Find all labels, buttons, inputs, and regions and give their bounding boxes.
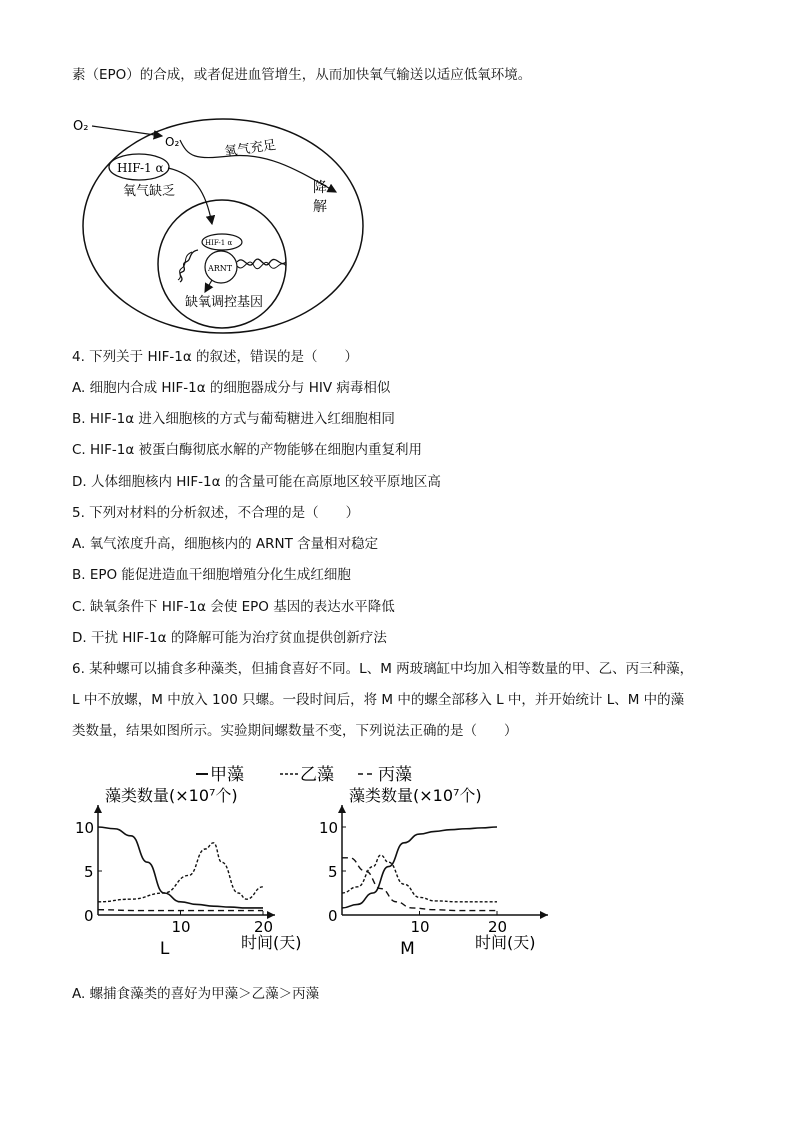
chart-panel-m [319, 786, 548, 959]
legend-label-jia: 甲藻 [210, 765, 244, 785]
oxygen-sufficient-label: 氧气充足 [223, 137, 278, 160]
q4-option-b: B. HIF-1α 进入细胞核的方式与葡萄糖进入红细胞相同 [72, 411, 395, 427]
q4-stem: 4. 下列关于 HIF-1α 的叙述，错误的是（ ） [72, 349, 359, 365]
arnt-label: ARNT [208, 264, 233, 273]
gene-label: 缺氧调控基因 [185, 295, 264, 310]
o2-inside-label: O₂ [165, 135, 180, 149]
legend-label-yi: 乙藻 [300, 765, 334, 785]
x-tick-label: 10 [410, 918, 430, 936]
degrade-label-2: 解 [313, 199, 327, 215]
panel-label: L [159, 939, 170, 959]
y-tick-label: 5 [328, 863, 338, 881]
q5-option-c: C. 缺氧条件下 HIF-1α 会使 EPO 基因的表达水平降低 [72, 599, 395, 615]
o2-outside-label: O₂ [73, 119, 89, 134]
q4-option-c: C. HIF-1α 被蛋白酶彻底水解的产物能够在细胞内重复利用 [72, 442, 423, 458]
degrade-label-1: 降 [313, 180, 327, 196]
series-line-yi [98, 843, 263, 902]
nucleus-hif-label: HIF-1 α [205, 239, 233, 247]
panel-label: M [400, 939, 415, 959]
y-axis-arrow [338, 805, 346, 813]
series-line-bing [98, 910, 263, 911]
q5-stem: 5. 下列对材料的分析叙述，不合理的是（ ） [72, 505, 360, 521]
q5-option-d: D. 干扰 HIF-1α 的降解可能为治疗贫血提供创新疗法 [72, 630, 387, 646]
series-line-jia [98, 827, 263, 908]
hif-label: HIF-1 α [117, 161, 164, 175]
q6-stem-line3: 类数量，结果如图所示。实验期间螺数量不变，下列说法正确的是（ ） [72, 723, 518, 739]
oxygen-lacking-label: 氧气缺乏 [123, 184, 176, 199]
series-line-jia [342, 827, 497, 908]
chart-panel-l [75, 786, 302, 959]
y-tick-label: 10 [319, 819, 339, 837]
dna-right [237, 259, 286, 265]
legend-label-bing: 丙藻 [378, 765, 412, 785]
x-axis-arrow [540, 911, 548, 919]
x-tick-label: 20 [254, 918, 274, 936]
intro-text: 素（EPO）的合成，或者促进血管增生，从而加快氧气输送以适应低氧环境。 [72, 67, 532, 83]
y-tick-label: 10 [75, 819, 95, 837]
y-tick-label: 5 [84, 863, 94, 881]
q5-option-b: B. EPO 能促进造血干细胞增殖分化生成红细胞 [72, 567, 351, 583]
hif-diagram [70, 112, 370, 337]
x-axis-label: 时间(天) [241, 933, 302, 952]
q6-stem-line2: L 中不放螺，M 中放入 100 只螺。一段时间后，将 M 中的螺全部移入 L 中，并开始统计 L、M 中的藻 [72, 692, 685, 708]
y-axis-label: 藻类数量(×10⁷个) [349, 786, 482, 805]
x-axis-label: 时间(天) [475, 933, 536, 952]
dna-left [180, 250, 198, 282]
y-axis-label: 藻类数量(×10⁷个) [105, 786, 238, 805]
q4-option-d: D. 人体细胞核内 HIF-1α 的含量可能在高原地区较平原地区高 [72, 474, 441, 490]
legend [196, 765, 412, 785]
q5-option-a: A. 氧气浓度升高，细胞核内的 ARNT 含量相对稳定 [72, 536, 379, 552]
x-tick-label: 20 [488, 918, 508, 936]
q6-stem-line1: 6. 某种螺可以捕食多种藻类，但捕食喜好不同。L、M 两玻璃缸中均加入相等数量的甲、乙、丙三种藻， [72, 661, 694, 677]
algae-charts [70, 758, 570, 968]
q6-option-a: A. 螺捕食藻类的喜好为甲藻＞乙藻＞丙藻 [72, 986, 320, 1002]
y-tick-label: 0 [84, 907, 94, 925]
q4-option-a: A. 细胞内合成 HIF-1α 的细胞器成分与 HIV 病毒相似 [72, 380, 391, 396]
series-line-bing [342, 858, 497, 911]
y-axis-arrow [94, 805, 102, 813]
series-line-yi [342, 855, 497, 902]
y-tick-label: 0 [328, 907, 338, 925]
x-tick-label: 10 [171, 918, 191, 936]
